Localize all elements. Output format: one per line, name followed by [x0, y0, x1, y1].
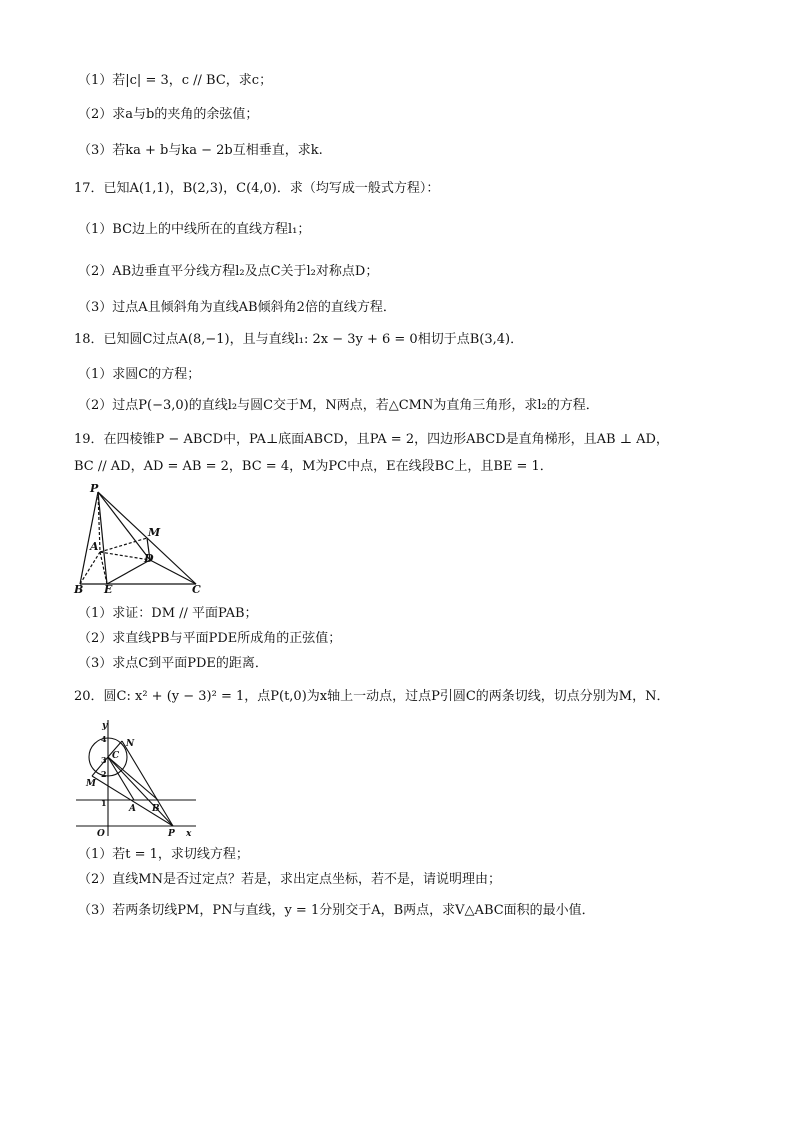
- label-P: P: [168, 829, 175, 838]
- p17-stem: 17．已知A(1,1)，B(2,3)，C(4,0)．求（均写成一般式方程）：: [74, 181, 440, 196]
- label-D: D: [144, 552, 154, 565]
- label-B: B: [74, 583, 84, 595]
- p20-stem: 20．圆C: x² + (y − 3)² = 1，点P(t,0)为x轴上一动点，过点P引圆C的两条切线，切点分别为M，N．: [74, 689, 670, 704]
- label-C: C: [192, 583, 201, 595]
- pyramid-figure: [72, 480, 212, 595]
- p19-stem-line2: BC // AD，AD = AB = 2，BC = 4，M为PC中点，E在线段BC上，且BE = 1．: [74, 459, 553, 474]
- label-O: O: [97, 829, 105, 838]
- p16-part3: （3）若ka + b与ka − 2b互相垂直，求k.: [78, 143, 323, 158]
- p19-stem-line1: 19．在四棱锥P − ABCD中，PA⊥底面ABCD，且PA = 2，四边形ABCD是直角梯形，且AB ⊥ AD，: [74, 432, 669, 447]
- p16-part1: （1）若|c| = 3，c // BC，求c；: [78, 73, 273, 88]
- p19-part3: （3）求点C到平面PDE的距离．: [78, 656, 268, 671]
- label-A: A: [129, 804, 136, 814]
- p20-part3: （3）若两条切线PM，PN与直线，y = 1分别交于A，B两点，求V△ABC面积的最小值．: [78, 903, 595, 918]
- label-M: M: [148, 526, 161, 539]
- p20-part2: （2）直线MN是否过定点？若是，求出定点坐标，若不是，请说明理由；: [78, 872, 501, 887]
- circle-tangent-figure: [72, 716, 202, 838]
- p18-part1: （1）求圆C的方程；: [78, 367, 201, 382]
- edge-AD: [100, 552, 150, 560]
- edge-DC: [150, 560, 196, 584]
- label-B: B: [152, 804, 160, 814]
- label-x: x: [186, 829, 192, 838]
- p17-part2: （2）AB边垂直平分线方程l₂及点C关于l₂对称点D；: [78, 264, 379, 279]
- p18-part2: （2）过点P(−3,0)的直线l₂与圆C交于M，N两点，若△CMN为直角三角形，求l₂的方程．: [78, 398, 599, 413]
- label-C: C: [112, 751, 120, 761]
- label-N: N: [126, 739, 135, 749]
- p17-part3: （3）过点A且倾斜角为直线AB倾斜角2倍的直线方程．: [78, 300, 396, 315]
- p16-part2: （2）求a与b的夹角的余弦值；: [78, 107, 259, 122]
- label-E: E: [104, 583, 113, 595]
- segment-CB: [108, 757, 158, 800]
- p20-part1: （1）若t = 1，求切线方程；: [78, 847, 249, 862]
- p17-part1: （1）BC边上的中线所在的直线方程l₁；: [78, 222, 311, 237]
- p18-stem: 18．已知圆C过点A(8,−1)，且与直线l₁: 2x − 3y + 6 = 0相切于点B(3,4)．: [74, 332, 524, 347]
- tick-3: 3: [101, 755, 107, 765]
- label-A: A: [90, 540, 99, 553]
- tick-4: 4: [101, 734, 107, 744]
- edge-AM: [100, 538, 147, 552]
- label-y: y: [102, 721, 108, 731]
- label-P: P: [90, 482, 99, 495]
- label-M: M: [86, 779, 96, 789]
- p19-part1: （1）求证：DM // 平面PAB；: [78, 606, 258, 621]
- p19-part2: （2）求直线PB与平面PDE所成角的正弦值；: [78, 631, 342, 646]
- tick-2: 2: [101, 769, 107, 779]
- tick-1: 1: [101, 798, 107, 808]
